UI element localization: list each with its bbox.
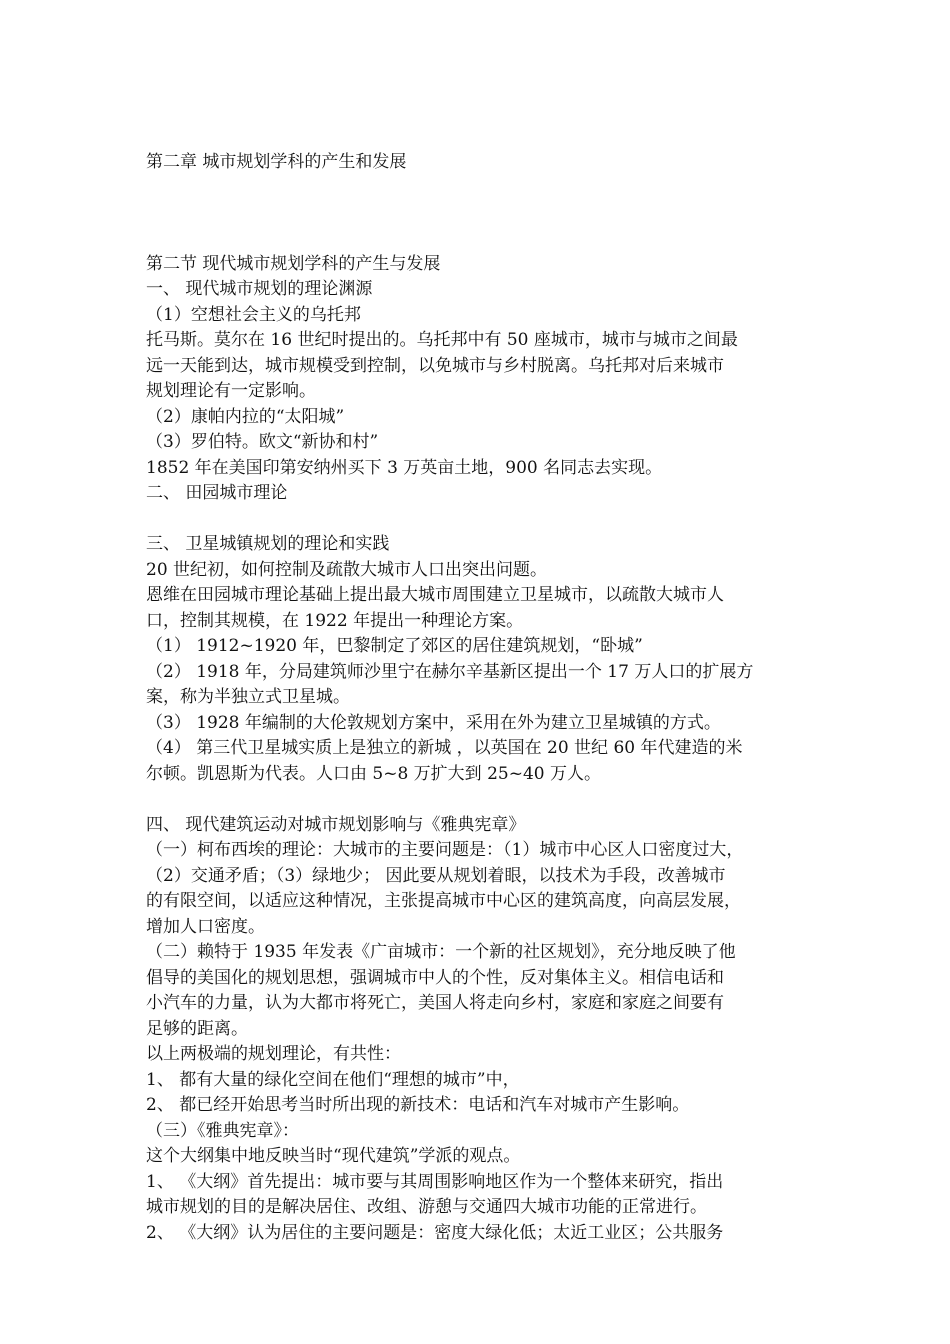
document-body xyxy=(146,150,818,1246)
paragraph-line: 小汽车的力量，认为大都市将死亡，美国人将走向乡村，家庭和家庭之间要有 xyxy=(146,993,724,1013)
part3-item-3 xyxy=(146,711,818,737)
paragraph-line: （一）柯布西埃的理论：大城市的主要问题是：（1）城市中心区人口密度过大， xyxy=(146,840,744,860)
paragraph-line: 远一天能到达，城市规模受到控制，以免城市与乡村脱离。乌托邦对后来城市 xyxy=(146,355,724,376)
part3-intro: 20 世纪初，如何控制及疏散大城市人口出突出问题。 xyxy=(146,559,548,580)
list-item-line: 1、 《大纲》首先提出：城市要与其周围影响地区作为一个整体来研究，指出 xyxy=(146,1171,724,1192)
part1-item1-title: （1）空想社会主义的乌托邦 xyxy=(146,304,361,325)
part2-heading: 二、 田园城市理论 xyxy=(146,483,288,503)
part4-sub2-paragraph xyxy=(146,940,818,1042)
list-item-line: 城市规划的目的是解决居住、改组、游憩与交通四大城市功能的正常进行。 xyxy=(146,1197,707,1217)
paragraph-line: 规划理论有一定影响。 xyxy=(146,381,316,401)
paragraph-line: 托马斯。莫尔在 16 世纪时提出的。乌托邦中有 50 座城市，城市与城市之间最 xyxy=(146,330,738,350)
part4-sub1-paragraph xyxy=(146,838,818,940)
part1-item3-title: （3）罗伯特。欧文“新协和村” xyxy=(146,432,379,452)
part4-common-item-1: 1、 都有大量的绿化空间在他们“理想的城市”中， xyxy=(146,1069,520,1090)
part1-heading: 一、 现代城市规划的理论渊源 xyxy=(146,279,373,299)
list-item-line: 2、 《大纲》认为居住的主要问题是：密度大绿化低；太近工业区；公共服务 xyxy=(146,1222,724,1243)
paragraph-line: 口，控制其规模，在 1922 年提出一种理论方案。 xyxy=(146,610,524,631)
paragraph-line: 恩维在田园城市理论基础上提出最大城市周围建立卫星城市，以疏散大城市人 xyxy=(146,585,724,605)
section-title: 第二节 现代城市规划学科的产生与发展 xyxy=(146,253,441,274)
paragraph-line: 倡导的美国化的规划思想，强调城市中人的个性，反对集体主义。相信电话和 xyxy=(146,967,724,988)
part3-item-4 xyxy=(146,736,818,787)
part1-item1-paragraph xyxy=(146,328,818,405)
charter-item-2 xyxy=(146,1221,818,1247)
part4-common-item-2: 2、 都已经开始思考当时所出现的新技术：电话和汽车对城市产生影响。 xyxy=(146,1095,690,1115)
paragraph-line: 的有限空间，以适应这种情况，主张提高城市中心区的建筑高度，向高层发展， xyxy=(146,891,741,911)
part3-heading: 三、 卫星城镇规划的理论和实践 xyxy=(146,534,390,554)
charter-item-1 xyxy=(146,1170,818,1221)
list-item-line: 尔顿。凯恩斯为代表。人口由 5~8 万扩大到 25~40 万人。 xyxy=(146,763,601,784)
paragraph-line: 足够的距离。 xyxy=(146,1018,248,1039)
part3-item-2 xyxy=(146,660,818,711)
part4-common-heading: 以上两极端的规划理论，有共性： xyxy=(146,1044,401,1064)
part4-sub3-title: （三）《雅典宪章》： xyxy=(146,1120,299,1141)
paragraph-line: （二）赖特于 1935 年发表《广亩城市：一个新的社区规划》，充分地反映了他 xyxy=(146,942,736,962)
list-item-line: （4） 第三代卫星城实质上是独立的新城 ，以英国在 20 世纪 60 年代建造的米 xyxy=(146,738,743,758)
chapter-title: 第二章 城市规划学科的产生和发展 xyxy=(146,152,407,172)
part1-item3-text: 1852 年在美国印第安纳州买下 3 万英亩土地，900 名同志去实现。 xyxy=(146,457,663,478)
list-item-line: （2） 1918 年，分局建筑师沙里宁在赫尔辛基新区提出一个 17 万人口的扩展方 xyxy=(146,661,754,682)
list-item-line: 案，称为半独立式卫星城。 xyxy=(146,687,350,707)
part3-paragraph xyxy=(146,583,818,634)
paragraph-line: 增加人口密度。 xyxy=(146,916,265,937)
part4-heading: 四、 现代建筑运动对城市规划影响与《雅典宪章》 xyxy=(146,814,526,835)
part1-item2-title: （2）康帕内拉的“太阳城” xyxy=(146,406,345,427)
list-item-line: （3） 1928 年编制的大伦敦规划方案中，采用在外为建立卫星城镇的方式。 xyxy=(146,712,721,733)
list-item-line: （1） 1912~1920 年，巴黎制定了郊区的居住建筑规划，“卧城” xyxy=(146,636,643,656)
part4-sub3-intro: 这个大纲集中地反映当时“现代建筑”学派的观点。 xyxy=(146,1146,521,1166)
paragraph-line: （2）交通矛盾；（3）绿地少； 因此要从规划着眼，以技术为手段，改善城市 xyxy=(146,865,726,886)
part3-item-1 xyxy=(146,634,818,660)
